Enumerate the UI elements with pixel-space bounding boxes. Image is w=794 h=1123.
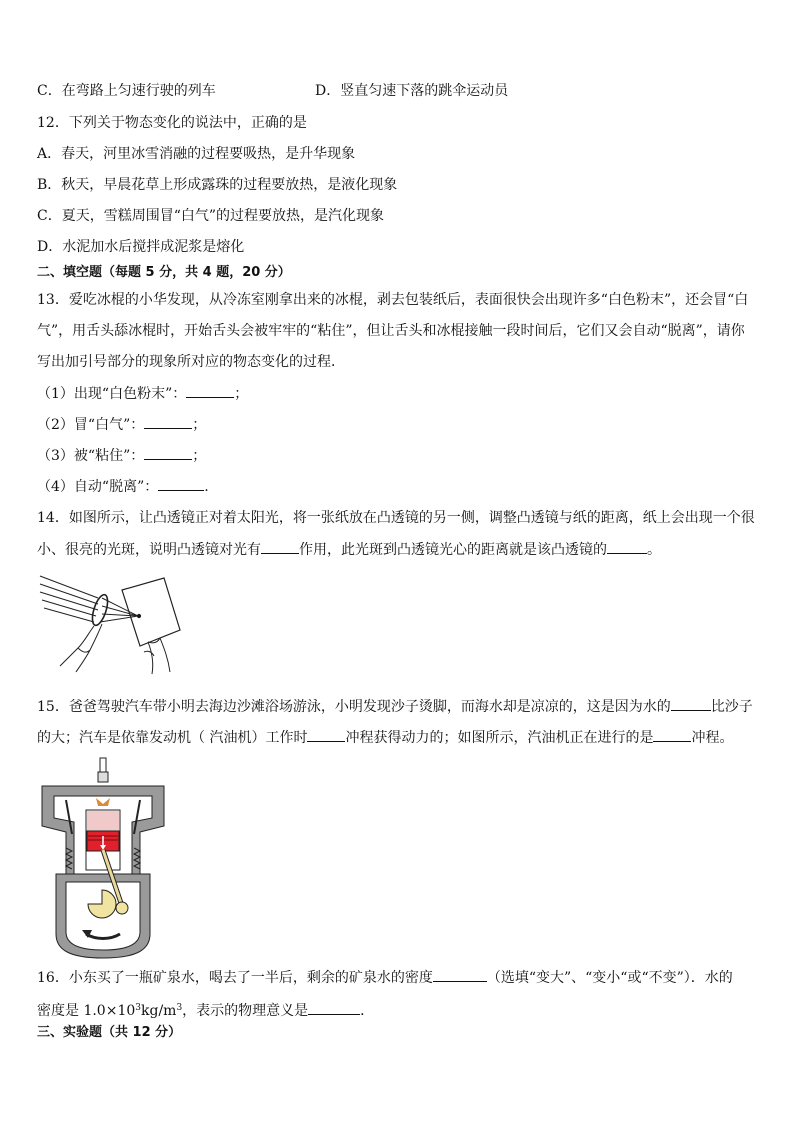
q15-line-1-a: 15．爸爸驾驶汽车带小明去海边沙滩浴场游泳，小明发现沙子烫脚，而海水却是凉凉的，这是因为水的 bbox=[37, 699, 671, 715]
q16-exponent-1: 3 bbox=[135, 1003, 141, 1013]
q13-part-2 bbox=[37, 414, 206, 435]
q12-option-b: B．秋天，早晨花草上形成露珠的过程要放热，是液化现象 bbox=[37, 177, 398, 193]
q15-line-1 bbox=[37, 696, 753, 717]
light-spot bbox=[137, 614, 140, 617]
convex-lens-figure bbox=[36, 568, 186, 680]
section-3-heading: 三、实验题（共 12 分） bbox=[37, 1025, 182, 1040]
q16-blank-2[interactable] bbox=[308, 1000, 360, 1015]
q15-blank-2[interactable] bbox=[307, 727, 345, 742]
q13-part-1-label: （1）出现“白色粉末”： bbox=[37, 386, 187, 402]
spark-plug-base bbox=[98, 772, 108, 782]
q13-line-3: 写出加引号部分的现象所对应的物态变化的过程． bbox=[37, 354, 345, 370]
q13-part-4-end: . bbox=[204, 479, 209, 495]
q11-option-d: D．竖直匀速下落的跳伞运动员 bbox=[315, 83, 509, 99]
q11-option-c: C．在弯路上匀速行驶的列车 bbox=[37, 83, 216, 99]
q13-part-2-blank[interactable] bbox=[144, 414, 192, 429]
q13-line-2: 气”，用舌头舔冰棍时，开始舌头会被牢牢的“粘住”，但让舌头和冰棍接触一段时间后，它们又会自动“脱离”，请你 bbox=[37, 323, 745, 339]
q15-line-2-c: 冲程。 bbox=[691, 730, 734, 746]
q13-part-1-end: ； bbox=[234, 386, 249, 402]
q16-exponent-2: 3 bbox=[176, 1003, 183, 1013]
q14-blank-2[interactable] bbox=[607, 539, 647, 554]
q12-option-c: C．夏天，雪糕周围冒“白气”的过程要放热，是汽化现象 bbox=[37, 208, 385, 224]
q16-line-2-c: ，表示的物理意义是 bbox=[182, 1003, 309, 1019]
q12-option-a: A．春天，河里冰雪消融的过程要吸热，是升华现象 bbox=[37, 146, 356, 162]
q13-part-3 bbox=[37, 445, 206, 466]
sun-ray bbox=[42, 600, 96, 616]
q15-blank-1[interactable] bbox=[671, 696, 711, 711]
q14-line-2-a: 小、很亮的光斑，说明凸透镜对光有 bbox=[37, 542, 261, 558]
crank-pin bbox=[116, 902, 128, 914]
q13-part-1 bbox=[37, 383, 248, 404]
sun-ray bbox=[44, 608, 94, 622]
q14-blank-1[interactable] bbox=[261, 539, 299, 554]
q12-stem: 12．下列关于物态变化的说法中，正确的是 bbox=[37, 115, 307, 131]
q16-line-1-a: 16．小东买了一瓶矿泉水，喝去了一半后，剩余的矿泉水的密度 bbox=[37, 970, 433, 986]
q14-line-2 bbox=[37, 539, 661, 560]
q16-line-1 bbox=[37, 967, 733, 988]
q16-blank-1[interactable] bbox=[433, 967, 487, 982]
q14-line-2-c: 。 bbox=[647, 542, 661, 558]
q16-line-2-a: 密度是 1.0×10 bbox=[37, 1003, 136, 1019]
q16-line-2 bbox=[37, 998, 374, 1021]
q15-line-1-b: 比沙子 bbox=[710, 699, 753, 715]
q15-line-2 bbox=[37, 727, 733, 748]
q13-line-1: 13．爱吃冰棍的小华发现，从冷冻室刚拿出来的冰棍，剥去包装纸后，表面很快会出现许多“白色粉末”，还会冒“白 bbox=[37, 292, 749, 308]
q13-part-3-label: （3）被“粘住”： bbox=[37, 448, 145, 464]
convex-lens bbox=[89, 593, 110, 627]
q13-part-2-label: （2）冒“白气”： bbox=[37, 417, 145, 433]
q13-part-2-end: ； bbox=[192, 417, 207, 433]
q13-part-3-blank[interactable] bbox=[144, 445, 192, 460]
q15-blank-3[interactable] bbox=[653, 727, 691, 742]
q15-line-2-a: 的大；汽车是依靠发动机（ 汽油机）工作时 bbox=[37, 730, 308, 746]
q15-line-2-b: 冲程获得动力的；如图所示，汽油机正在进行的是 bbox=[345, 730, 654, 746]
q13-part-1-blank[interactable] bbox=[186, 383, 234, 398]
q16-line-2-d: ． bbox=[360, 1003, 375, 1019]
gasoline-engine-figure bbox=[36, 756, 170, 960]
left-hand bbox=[60, 624, 102, 672]
expanding-gas bbox=[87, 811, 119, 831]
q14-line-2-b: 作用，此光斑到凸透镜光心的距离就是该凸透镜的 bbox=[299, 542, 607, 558]
q13-part-4-label: （4）自动“脱离”： bbox=[37, 479, 159, 495]
q16-line-1-b: （选填“变大”、“变小“或“不变”）．水的 bbox=[486, 970, 733, 986]
q12-option-d: D．水泥加水后搅拌成泥浆是熔化 bbox=[37, 239, 245, 255]
q16-line-2-b: kg/m bbox=[141, 1003, 177, 1019]
q13-part-3-end: ； bbox=[192, 448, 207, 464]
q13-part-4 bbox=[37, 476, 209, 497]
q14-line-1: 14．如图所示，让凸透镜正对着太阳光，将一张纸放在凸透镜的另一侧，调整凸透镜与纸的距离，纸上会出现一个很 bbox=[37, 510, 755, 526]
q13-part-4-blank[interactable] bbox=[158, 476, 204, 491]
section-2-heading: 二、填空题（每题 5 分，共 4 题，20 分） bbox=[37, 265, 291, 280]
